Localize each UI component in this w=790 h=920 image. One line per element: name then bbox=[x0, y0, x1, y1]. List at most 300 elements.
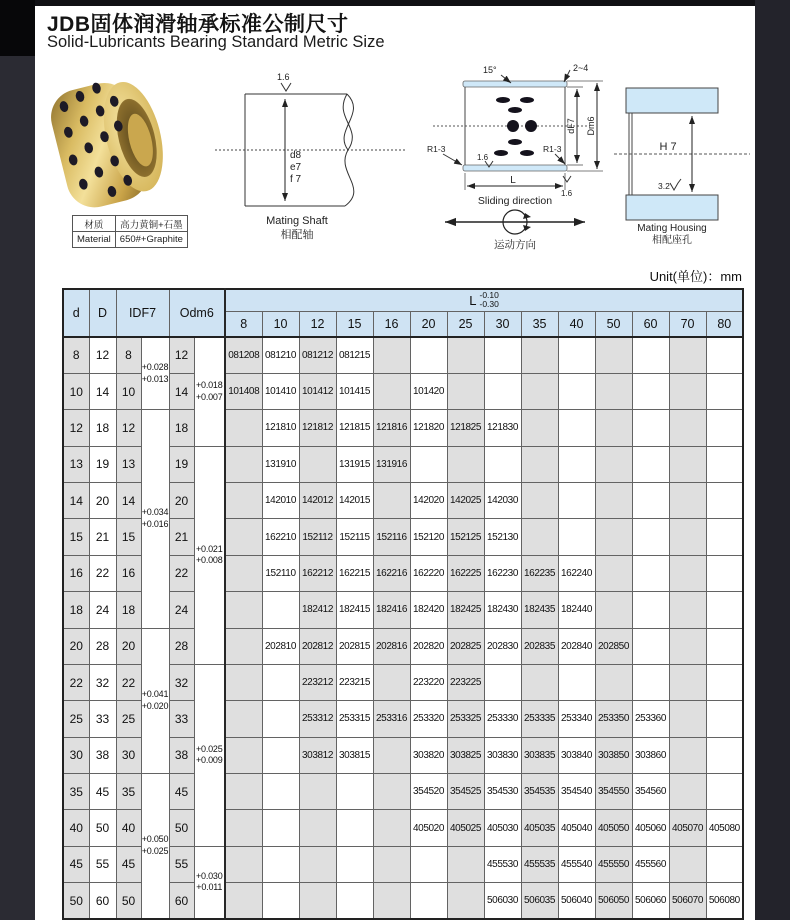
cell-id-tolerance: +0.050 +0.025 bbox=[141, 774, 169, 920]
cell-D: 60 bbox=[89, 883, 116, 919]
empty-cell bbox=[299, 810, 336, 846]
empty-cell bbox=[447, 373, 484, 409]
cell-id: 13 bbox=[116, 446, 141, 482]
shaft-fit-e7: e7 bbox=[290, 162, 302, 173]
part-number-cell: 303812 bbox=[299, 737, 336, 773]
bearing-section-diagram bbox=[425, 60, 640, 258]
cell-D: 21 bbox=[89, 519, 116, 555]
empty-cell bbox=[595, 664, 632, 700]
cell-d: 8 bbox=[63, 337, 89, 373]
part-number-cell: 303820 bbox=[410, 737, 447, 773]
part-number-cell: 121815 bbox=[336, 410, 373, 446]
empty-cell bbox=[558, 446, 595, 482]
part-number-cell: 182435 bbox=[521, 592, 558, 628]
part-number-cell: 202820 bbox=[410, 628, 447, 664]
cell-id: 45 bbox=[116, 846, 141, 882]
part-number-cell: 142030 bbox=[484, 483, 521, 519]
part-number-cell: 405020 bbox=[410, 810, 447, 846]
part-number-cell: 455535 bbox=[521, 846, 558, 882]
empty-cell bbox=[632, 664, 669, 700]
part-number-cell: 455560 bbox=[632, 846, 669, 882]
part-number-cell: 142010 bbox=[262, 483, 299, 519]
length-header-25: 25 bbox=[447, 311, 484, 337]
empty-cell bbox=[595, 483, 632, 519]
empty-cell bbox=[521, 519, 558, 555]
part-number-cell: 182412 bbox=[299, 592, 336, 628]
part-number-cell: 354540 bbox=[558, 774, 595, 810]
col-header-d: d bbox=[63, 289, 89, 337]
part-number-cell: 506040 bbox=[558, 883, 595, 919]
empty-cell bbox=[632, 555, 669, 591]
empty-cell bbox=[669, 737, 706, 773]
part-number-cell: 405050 bbox=[595, 810, 632, 846]
table-row bbox=[63, 774, 743, 810]
empty-cell bbox=[410, 337, 447, 373]
empty-cell bbox=[373, 373, 410, 409]
part-number-cell: 182425 bbox=[447, 592, 484, 628]
empty-cell bbox=[669, 628, 706, 664]
empty-cell bbox=[521, 483, 558, 519]
part-number-cell: 303825 bbox=[447, 737, 484, 773]
part-number-cell: 152125 bbox=[447, 519, 484, 555]
empty-cell bbox=[595, 446, 632, 482]
part-number-cell: 142020 bbox=[410, 483, 447, 519]
part-number-cell: 081210 bbox=[262, 337, 299, 373]
cell-D: 12 bbox=[89, 337, 116, 373]
cell-D: 24 bbox=[89, 592, 116, 628]
part-number-cell: 405030 bbox=[484, 810, 521, 846]
empty-cell bbox=[225, 555, 262, 591]
section-chamfer-label: 15° bbox=[483, 65, 497, 75]
length-header-10: 10 bbox=[262, 311, 299, 337]
part-number-cell: 142025 bbox=[447, 483, 484, 519]
empty-cell bbox=[373, 337, 410, 373]
cell-d: 12 bbox=[63, 410, 89, 446]
empty-cell bbox=[410, 446, 447, 482]
part-number-cell: 202850 bbox=[595, 628, 632, 664]
cell-d: 35 bbox=[63, 774, 89, 810]
empty-cell bbox=[669, 846, 706, 882]
part-number-cell: 506030 bbox=[484, 883, 521, 919]
empty-cell bbox=[225, 737, 262, 773]
size-spec-table bbox=[62, 288, 744, 920]
part-number-cell: 506035 bbox=[521, 883, 558, 919]
part-number-cell: 121810 bbox=[262, 410, 299, 446]
part-number-cell: 303830 bbox=[484, 737, 521, 773]
cell-d: 50 bbox=[63, 883, 89, 919]
shaft-fit-f7: f 7 bbox=[290, 174, 302, 185]
cell-D: 28 bbox=[89, 628, 116, 664]
part-number-cell: 354535 bbox=[521, 774, 558, 810]
cell-D: 14 bbox=[89, 373, 116, 409]
part-number-cell: 202825 bbox=[447, 628, 484, 664]
cell-id: 14 bbox=[116, 483, 141, 519]
section-length-label: L bbox=[510, 175, 516, 186]
empty-cell bbox=[447, 337, 484, 373]
col-header-idf7: IDF7 bbox=[116, 289, 169, 337]
part-number-cell: 081212 bbox=[299, 337, 336, 373]
part-number-cell: 121825 bbox=[447, 410, 484, 446]
part-number-cell: 405025 bbox=[447, 810, 484, 846]
part-number-cell: 202810 bbox=[262, 628, 299, 664]
part-number-cell: 202830 bbox=[484, 628, 521, 664]
empty-cell bbox=[558, 664, 595, 700]
cell-D: 50 bbox=[89, 810, 116, 846]
cell-d: 25 bbox=[63, 701, 89, 737]
empty-cell bbox=[669, 774, 706, 810]
part-number-cell: 223225 bbox=[447, 664, 484, 700]
cell-id: 50 bbox=[116, 883, 141, 919]
page-subtitle: Solid-Lubricants Bearing Standard Metric Size bbox=[47, 33, 385, 51]
empty-cell bbox=[262, 774, 299, 810]
cell-D: 32 bbox=[89, 664, 116, 700]
cell-D: 55 bbox=[89, 846, 116, 882]
empty-cell bbox=[225, 410, 262, 446]
part-number-cell: 162240 bbox=[558, 555, 595, 591]
length-header-60: 60 bbox=[632, 311, 669, 337]
empty-cell bbox=[336, 774, 373, 810]
length-header-15: 15 bbox=[336, 311, 373, 337]
cell-d: 15 bbox=[63, 519, 89, 555]
empty-cell bbox=[706, 337, 743, 373]
part-number-cell: 182440 bbox=[558, 592, 595, 628]
cell-od-tolerance: +0.021 +0.008 bbox=[194, 446, 225, 664]
part-number-cell: 303850 bbox=[595, 737, 632, 773]
cell-d: 10 bbox=[63, 373, 89, 409]
table-row bbox=[63, 410, 743, 446]
cell-od: 45 bbox=[169, 774, 194, 810]
cell-id: 40 bbox=[116, 810, 141, 846]
part-number-cell: 354525 bbox=[447, 774, 484, 810]
cell-id: 20 bbox=[116, 628, 141, 664]
empty-cell bbox=[336, 846, 373, 882]
empty-cell bbox=[521, 410, 558, 446]
cell-d: 13 bbox=[63, 446, 89, 482]
empty-cell bbox=[669, 555, 706, 591]
material-table bbox=[72, 215, 188, 248]
shaft-caption-zh: 相配轴 bbox=[280, 229, 314, 241]
part-number-cell: 182430 bbox=[484, 592, 521, 628]
empty-cell bbox=[521, 337, 558, 373]
part-number-cell: 354530 bbox=[484, 774, 521, 810]
table-row bbox=[63, 337, 743, 373]
empty-cell bbox=[373, 737, 410, 773]
part-number-cell: 405070 bbox=[669, 810, 706, 846]
part-number-cell: 253360 bbox=[632, 701, 669, 737]
empty-cell bbox=[484, 337, 521, 373]
empty-cell bbox=[595, 519, 632, 555]
empty-cell bbox=[669, 592, 706, 628]
empty-cell bbox=[595, 337, 632, 373]
part-number-cell: 405080 bbox=[706, 810, 743, 846]
empty-cell bbox=[706, 664, 743, 700]
mating-housing-diagram bbox=[612, 78, 752, 250]
unit-label: Unit(单位)：mm bbox=[649, 269, 742, 284]
cell-d: 22 bbox=[63, 664, 89, 700]
cell-D: 45 bbox=[89, 774, 116, 810]
empty-cell bbox=[558, 373, 595, 409]
length-header-12: 12 bbox=[299, 311, 336, 337]
empty-cell bbox=[447, 446, 484, 482]
part-number-cell: 303835 bbox=[521, 737, 558, 773]
cell-D: 38 bbox=[89, 737, 116, 773]
empty-cell bbox=[225, 664, 262, 700]
part-number-cell: 354550 bbox=[595, 774, 632, 810]
length-header-35: 35 bbox=[521, 311, 558, 337]
material-value-en: 650#+Graphite bbox=[115, 232, 187, 248]
empty-cell bbox=[299, 446, 336, 482]
empty-cell bbox=[558, 483, 595, 519]
part-number-cell: 405040 bbox=[558, 810, 595, 846]
cell-od-tolerance: +0.018 +0.007 bbox=[194, 337, 225, 446]
part-number-cell: 152130 bbox=[484, 519, 521, 555]
length-label: L bbox=[469, 292, 477, 308]
cell-d: 20 bbox=[63, 628, 89, 664]
part-number-cell: 253325 bbox=[447, 701, 484, 737]
empty-cell bbox=[447, 883, 484, 919]
empty-cell bbox=[706, 519, 743, 555]
empty-cell bbox=[669, 446, 706, 482]
empty-cell bbox=[632, 628, 669, 664]
part-number-cell: 405035 bbox=[521, 810, 558, 846]
cell-od: 55 bbox=[169, 846, 194, 882]
empty-cell bbox=[669, 519, 706, 555]
empty-cell bbox=[225, 483, 262, 519]
cell-id: 25 bbox=[116, 701, 141, 737]
part-number-cell: 506060 bbox=[632, 883, 669, 919]
cell-id: 12 bbox=[116, 410, 141, 446]
cell-id: 22 bbox=[116, 664, 141, 700]
cell-od: 18 bbox=[169, 410, 194, 446]
cell-od: 22 bbox=[169, 555, 194, 591]
part-number-cell: 253330 bbox=[484, 701, 521, 737]
part-number-cell: 202835 bbox=[521, 628, 558, 664]
cell-id: 15 bbox=[116, 519, 141, 555]
cell-od: 28 bbox=[169, 628, 194, 664]
empty-cell bbox=[225, 446, 262, 482]
part-number-cell: 162220 bbox=[410, 555, 447, 591]
part-number-cell: 253312 bbox=[299, 701, 336, 737]
part-number-cell: 162215 bbox=[336, 555, 373, 591]
empty-cell bbox=[632, 410, 669, 446]
part-number-cell: 506080 bbox=[706, 883, 743, 919]
part-number-cell: 162212 bbox=[299, 555, 336, 591]
cell-od: 14 bbox=[169, 373, 194, 409]
bearing-illustration bbox=[45, 70, 174, 213]
cell-id: 16 bbox=[116, 555, 141, 591]
cell-id: 30 bbox=[116, 737, 141, 773]
part-number-cell: 142015 bbox=[336, 483, 373, 519]
cell-od-tolerance: +0.025 +0.009 bbox=[194, 664, 225, 846]
part-number-cell: 253340 bbox=[558, 701, 595, 737]
empty-cell bbox=[558, 519, 595, 555]
material-label-zh: 材质 bbox=[73, 216, 116, 232]
empty-cell bbox=[484, 446, 521, 482]
part-number-cell: 101420 bbox=[410, 373, 447, 409]
length-header-70: 70 bbox=[669, 311, 706, 337]
cell-d: 16 bbox=[63, 555, 89, 591]
empty-cell bbox=[706, 846, 743, 882]
part-number-cell: 223220 bbox=[410, 664, 447, 700]
empty-cell bbox=[706, 592, 743, 628]
right-dark-strip bbox=[755, 0, 790, 920]
part-number-cell: 121812 bbox=[299, 410, 336, 446]
empty-cell bbox=[669, 410, 706, 446]
cell-d: 40 bbox=[63, 810, 89, 846]
shaft-caption-en: Mating Shaft bbox=[266, 215, 328, 227]
empty-cell bbox=[706, 555, 743, 591]
left-dark-strip bbox=[0, 0, 35, 920]
empty-cell bbox=[706, 373, 743, 409]
empty-cell bbox=[706, 483, 743, 519]
cell-D: 22 bbox=[89, 555, 116, 591]
empty-cell bbox=[373, 483, 410, 519]
part-number-cell: 152120 bbox=[410, 519, 447, 555]
empty-cell bbox=[669, 373, 706, 409]
sliding-direction-zh: 运动方向 bbox=[494, 239, 536, 251]
empty-cell bbox=[373, 810, 410, 846]
length-header-20: 20 bbox=[410, 311, 447, 337]
empty-cell bbox=[558, 410, 595, 446]
top-left-dark-corner bbox=[0, 0, 35, 56]
part-number-cell: 081208 bbox=[225, 337, 262, 373]
empty-cell bbox=[225, 592, 262, 628]
cell-d: 45 bbox=[63, 846, 89, 882]
part-number-cell: 152115 bbox=[336, 519, 373, 555]
length-header-8: 8 bbox=[225, 311, 262, 337]
empty-cell bbox=[595, 555, 632, 591]
cell-id-tolerance: +0.034 +0.016 bbox=[141, 410, 169, 628]
empty-cell bbox=[262, 592, 299, 628]
cell-D: 33 bbox=[89, 701, 116, 737]
empty-cell bbox=[595, 373, 632, 409]
section-wall-label: 2~4 bbox=[573, 63, 589, 73]
section-outer-fit: Dm6 bbox=[586, 116, 596, 136]
col-header-length-group bbox=[225, 289, 743, 311]
cell-id: 8 bbox=[116, 337, 141, 373]
empty-cell bbox=[521, 664, 558, 700]
empty-cell bbox=[632, 337, 669, 373]
part-number-cell: 506070 bbox=[669, 883, 706, 919]
cell-id-tolerance: +0.041 +0.020 bbox=[141, 628, 169, 774]
empty-cell bbox=[262, 883, 299, 919]
empty-cell bbox=[484, 664, 521, 700]
part-number-cell: 101410 bbox=[262, 373, 299, 409]
empty-cell bbox=[262, 737, 299, 773]
empty-cell bbox=[373, 774, 410, 810]
empty-cell bbox=[706, 701, 743, 737]
part-number-cell: 101415 bbox=[336, 373, 373, 409]
part-number-cell: 162210 bbox=[262, 519, 299, 555]
empty-cell bbox=[373, 664, 410, 700]
empty-cell bbox=[669, 701, 706, 737]
sliding-direction-en: Sliding direction bbox=[477, 195, 553, 207]
section-roughness-outer: 1.6 bbox=[561, 189, 573, 198]
cell-od: 20 bbox=[169, 483, 194, 519]
part-number-cell: 142012 bbox=[299, 483, 336, 519]
part-number-cell: 455530 bbox=[484, 846, 521, 882]
length-header-50: 50 bbox=[595, 311, 632, 337]
col-header-odm6: Odm6 bbox=[169, 289, 225, 337]
cell-od: 12 bbox=[169, 337, 194, 373]
part-number-cell: 131916 bbox=[373, 446, 410, 482]
empty-cell bbox=[225, 846, 262, 882]
empty-cell bbox=[225, 701, 262, 737]
cell-id: 35 bbox=[116, 774, 141, 810]
part-number-cell: 152112 bbox=[299, 519, 336, 555]
part-number-cell: 303840 bbox=[558, 737, 595, 773]
cell-od: 21 bbox=[169, 519, 194, 555]
housing-fit-label: H 7 bbox=[659, 141, 677, 153]
empty-cell bbox=[410, 883, 447, 919]
empty-cell bbox=[706, 737, 743, 773]
empty-cell bbox=[595, 592, 632, 628]
cell-D: 19 bbox=[89, 446, 116, 482]
part-number-cell: 303815 bbox=[336, 737, 373, 773]
cell-od: 32 bbox=[169, 664, 194, 700]
shaft-fit-d8: d8 bbox=[290, 150, 302, 161]
empty-cell bbox=[632, 373, 669, 409]
cell-od: 33 bbox=[169, 701, 194, 737]
housing-caption-zh: 相配座孔 bbox=[652, 235, 692, 246]
cell-od: 24 bbox=[169, 592, 194, 628]
empty-cell bbox=[299, 883, 336, 919]
bearing-photo bbox=[42, 70, 182, 215]
length-header-30: 30 bbox=[484, 311, 521, 337]
empty-cell bbox=[447, 846, 484, 882]
cell-od: 19 bbox=[169, 446, 194, 482]
cell-d: 14 bbox=[63, 483, 89, 519]
cell-od: 38 bbox=[169, 737, 194, 773]
part-number-cell: 121830 bbox=[484, 410, 521, 446]
part-number-cell: 152110 bbox=[262, 555, 299, 591]
housing-roughness-label: 3.2 bbox=[658, 181, 670, 191]
part-number-cell: 354560 bbox=[632, 774, 669, 810]
length-header-40: 40 bbox=[558, 311, 595, 337]
part-number-cell: 162225 bbox=[447, 555, 484, 591]
length-header-16: 16 bbox=[373, 311, 410, 337]
empty-cell bbox=[521, 446, 558, 482]
material-label-en: Material bbox=[73, 232, 116, 248]
part-number-cell: 182420 bbox=[410, 592, 447, 628]
empty-cell bbox=[299, 774, 336, 810]
section-radius-left: R1-3 bbox=[427, 144, 446, 154]
part-number-cell: 253335 bbox=[521, 701, 558, 737]
part-number-cell: 253315 bbox=[336, 701, 373, 737]
empty-cell bbox=[521, 373, 558, 409]
empty-cell bbox=[225, 883, 262, 919]
empty-cell bbox=[669, 483, 706, 519]
part-number-cell: 121816 bbox=[373, 410, 410, 446]
empty-cell bbox=[669, 337, 706, 373]
col-header-D: D bbox=[89, 289, 116, 337]
part-number-cell: 121820 bbox=[410, 410, 447, 446]
part-number-cell: 223212 bbox=[299, 664, 336, 700]
part-number-cell: 182415 bbox=[336, 592, 373, 628]
empty-cell bbox=[706, 410, 743, 446]
cell-D: 20 bbox=[89, 483, 116, 519]
part-number-cell: 101412 bbox=[299, 373, 336, 409]
empty-cell bbox=[262, 810, 299, 846]
cell-id-tolerance: +0.028 +0.013 bbox=[141, 337, 169, 410]
section-bore-fit: dF7 bbox=[566, 118, 576, 134]
part-number-cell: 202840 bbox=[558, 628, 595, 664]
part-number-cell: 223215 bbox=[336, 664, 373, 700]
empty-cell bbox=[336, 883, 373, 919]
top-dark-strip bbox=[35, 0, 755, 6]
empty-cell bbox=[706, 446, 743, 482]
part-number-cell: 081215 bbox=[336, 337, 373, 373]
